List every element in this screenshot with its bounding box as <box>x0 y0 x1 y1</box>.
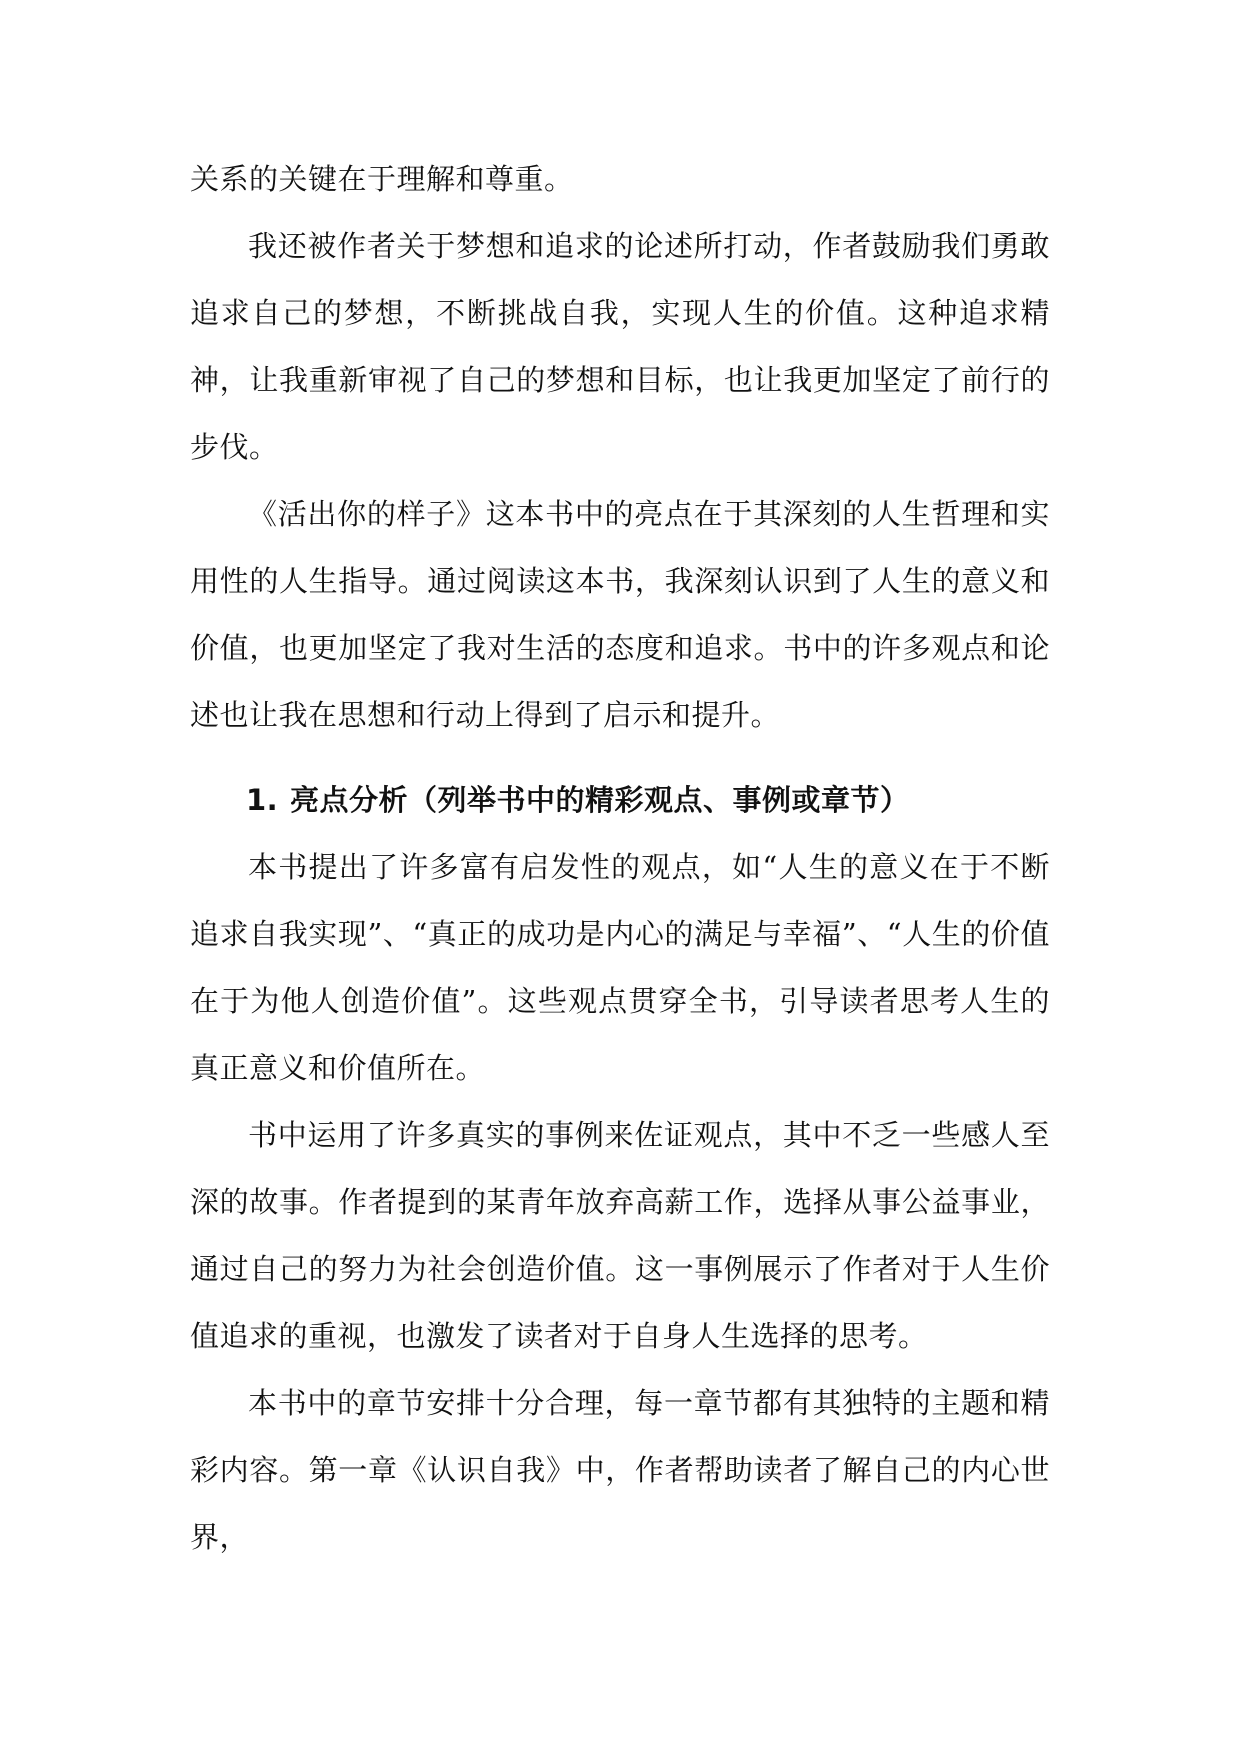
paragraph-dreams: 我还被作者关于梦想和追求的论述所打动，作者鼓励我们勇敢追求自己的梦想，不断挑战自我，实现人生的价值。这种追求精神，让我重新审视了自己的梦想和目标，也让我更加坚定了前行的步伐。 <box>190 229 1050 464</box>
paragraph-examples: 书中运用了许多真实的事例来佐证观点，其中不乏一些感人至深的故事。作者提到的某青年放弃高薪工作，选择从事公益事业，通过自己的努力为社会创造价值。这一事例展示了作者对于人生价值追求的重视，也激发了读者对于自身人生选择的思考。 <box>190 1118 1050 1353</box>
section-title-text: 亮点分析（列举书中的精彩观点、事例或章节） <box>290 783 910 817</box>
paragraph-chapters: 本书中的章节安排十分合理，每一章节都有其独特的主题和精彩内容。第一章《认识自我》中，作者帮助读者了解自己的内心世界， <box>190 1386 1050 1554</box>
paragraph-continuation: 关系的关键在于理解和尊重。 <box>190 162 574 196</box>
section-number: 1. <box>246 783 279 817</box>
paragraph-viewpoints: 本书提出了许多富有启发性的观点，如“人生的意义在于不断追求自我实现”、“真正的成功是内心的满足与幸福”、“人生的价值在于为他人创造价值”。这些观点贯穿全书，引导读者思考人生的真正意义和价值所在。 <box>190 850 1050 1085</box>
paragraph-highlights-summary: 《活出你的样子》这本书中的亮点在于其深刻的人生哲理和实用性的人生指导。通过阅读这本书，我深刻认识到了人生的意义和价值，也更加坚定了我对生活的态度和追求。书中的许多观点和论述也让我在思想和行动上得到了启示和提升。 <box>190 497 1050 732</box>
section-heading <box>190 767 1050 834</box>
document-body <box>190 146 1050 1571</box>
